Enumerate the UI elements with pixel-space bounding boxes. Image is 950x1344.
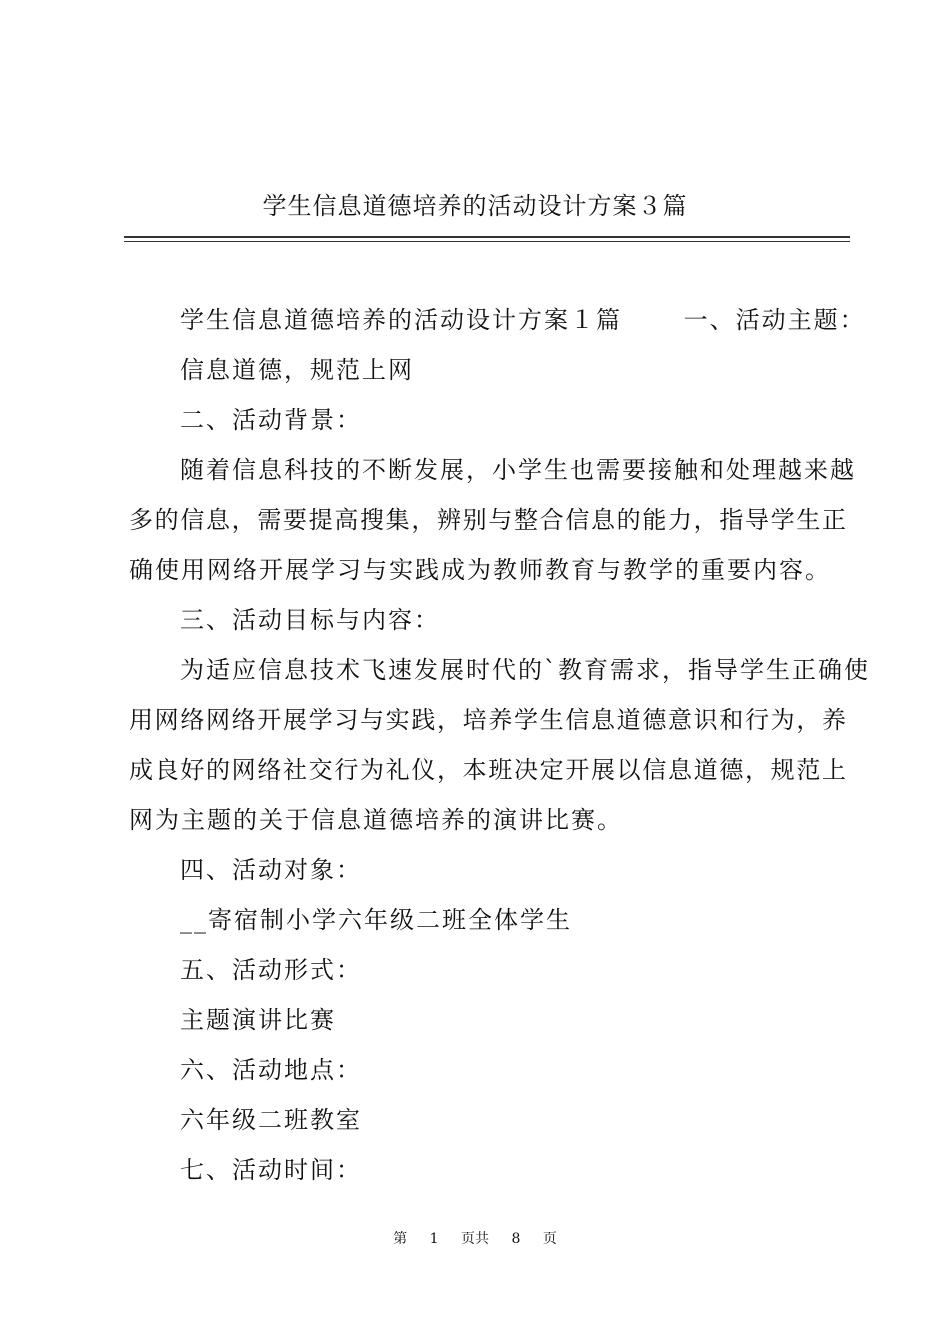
section-heading: 五、活动形式： — [180, 956, 362, 984]
section-heading: 七、活动时间： — [180, 1156, 362, 1184]
body-line: 学生信息道德培养的活动设计方案１篇 一、活动主题： — [180, 306, 866, 334]
body-line: 用网络网络开展学习与实践，培养学生信息道德意识和行为，养 — [129, 706, 846, 734]
footer-page-number: 1 — [429, 1231, 439, 1247]
section-heading: 四、活动对象： — [180, 856, 362, 884]
body-line: __寄宿制小学六年级二班全体学生 — [180, 906, 572, 934]
section-heading: 二、活动背景： — [180, 406, 362, 434]
body-line: 成良好的网络社交行为礼仪，本班决定开展以信息道德，规范上 — [129, 756, 846, 784]
title-divider-thin — [124, 241, 850, 242]
body-line: 多的信息，需要提高搜集，辨别与整合信息的能力，指导学生正 — [129, 506, 846, 534]
body-line: 六年级二班教室 — [180, 1106, 362, 1134]
title-divider-thick — [124, 236, 850, 238]
body-line: 信息道德，规范上网 — [180, 356, 414, 384]
footer-prefix: 第 — [393, 1231, 408, 1247]
footer-mid: 页共 — [461, 1231, 489, 1247]
body-line: 为适应信息技术飞速发展时代的`教育需求，指导学生正确使 — [180, 656, 870, 684]
body-line: 随着信息科技的不断发展，小学生也需要接触和处理越来越 — [180, 456, 856, 484]
body-line: 网为主题的关于信息道德培养的演讲比赛。 — [129, 806, 623, 834]
footer-suffix: 页 — [542, 1231, 557, 1247]
section-heading: 六、活动地点： — [180, 1056, 362, 1084]
footer-total-pages: 8 — [511, 1231, 521, 1247]
page-footer — [0, 1228, 950, 1248]
body-line: 主题演讲比赛 — [180, 1006, 336, 1034]
document-title: 学生信息道德培养的活动设计方案３篇 — [262, 192, 688, 220]
body-line: 确使用网络开展学习与实践成为教师教育与教学的重要内容。 — [129, 556, 831, 584]
section-heading: 三、活动目标与内容： — [180, 606, 440, 634]
